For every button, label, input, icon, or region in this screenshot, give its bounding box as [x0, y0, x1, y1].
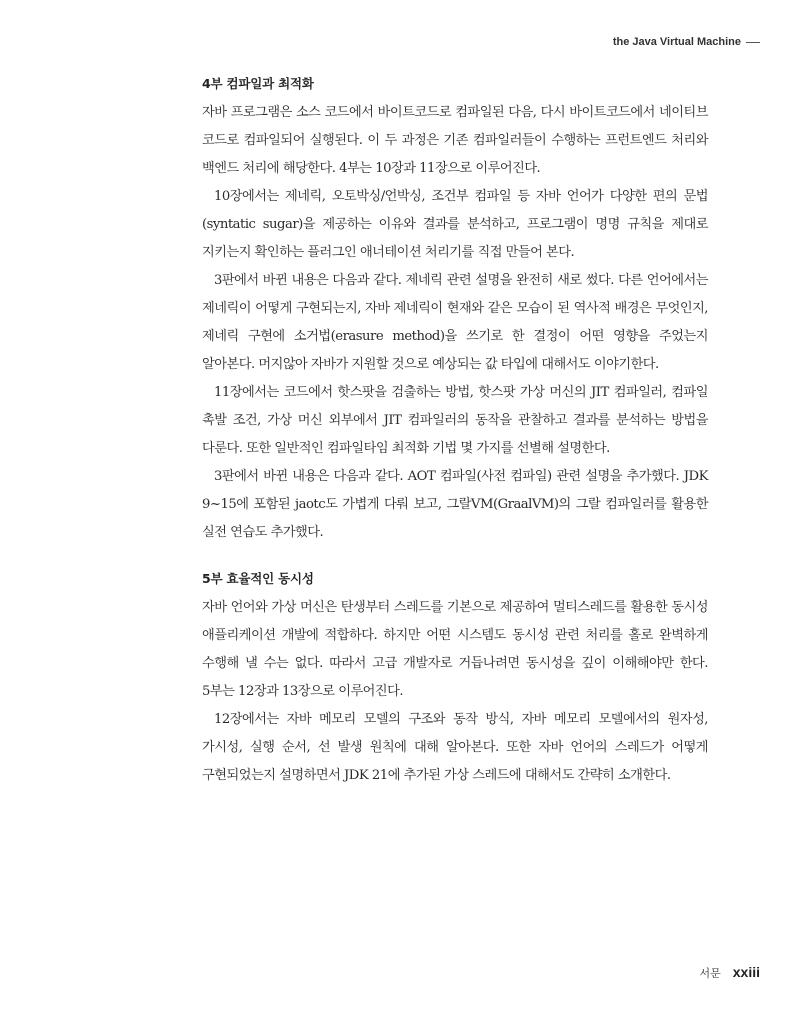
page-number: xxiii — [732, 964, 760, 980]
running-header — [613, 36, 760, 48]
header-rule — [746, 42, 760, 43]
paragraph: 11장에서는 코드에서 핫스팟을 검출하는 방법, 핫스팟 가상 머신의 JIT 컴파일러, 컴파일 촉발 조건, 가상 머신 외부에서 JIT 컴파일러의 동작을 관찰하고 결과를 분석하는 방법을 다룬다. 또한 일반적인 컴파일타임 최적화 기법 몇 가지를 선별해 설명한다. — [202, 385, 708, 456]
section-part-5 — [202, 569, 708, 790]
paragraph: 10장에서는 제네릭, 오토박싱/언박싱, 조건부 컴파일 등 자바 언어가 다양한 편의 문법(syntatic sugar)을 제공하는 이유와 결과를 분석하고, 프로그램이 명명 규칙을 제대로 지키는지 확인하는 플러그인 애너테이션 처리기를 직접 만들어 본다. — [202, 189, 708, 260]
section-part-4 — [202, 74, 708, 547]
footer-label: 서문 — [699, 967, 721, 980]
section-title: 5부 효율적인 동시성 — [202, 571, 314, 586]
paragraph: 3판에서 바뀐 내용은 다음과 같다. AOT 컴파일(사전 컴파일) 관련 설명을 추가했다. JDK 9~15에 포함된 jaotc도 가볍게 다뤄 보고, 그랄VM(GraalVM)의 그랄 컴파일러를 활용한 실전 연습도 추가했다. — [202, 469, 708, 540]
page-footer — [699, 964, 760, 981]
paragraph: 3판에서 바뀐 내용은 다음과 같다. 제네릭 관련 설명을 완전히 새로 썼다. 다른 언어에서는 제네릭이 어떻게 구현되는지, 자바 제네릭이 현재와 같은 모습이 된 역사적 배경은 무엇인지, 제네릭 구현에 소거법(erasure method)을 쓰기로 한 결정이 어떤 영향을 주었는지 알아본다. 머지않아 자바가 지원할 것으로 예상되는 값 타입에 대해서도 이야기한다. — [202, 273, 708, 372]
page-body — [202, 74, 708, 790]
running-title: the Java Virtual Machine — [612, 36, 741, 48]
section-title: 4부 컴파일과 최적화 — [202, 76, 314, 91]
paragraph: 12장에서는 자바 메모리 모델의 구조와 동작 방식, 자바 메모리 모델에서의 원자성, 가시성, 실행 순서, 선 발생 원칙에 대해 알아본다. 또한 자바 언어의 스레드가 어떻게 구현되었는지 설명하면서 JDK 21에 추가된 가상 스레드에 대해서도 간략히 소개한다. — [202, 712, 708, 783]
paragraph: 자바 언어와 가상 머신은 탄생부터 스레드를 기본으로 제공하여 멀티스레드를 활용한 동시성 애플리케이션 개발에 적합하다. 하지만 어떤 시스템도 동시성 관련 처리를 홀로 완벽하게 수행해 낼 수는 없다. 따라서 고급 개발자로 거듭나려면 동시성을 깊이 이해해야만 한다. 5부는 12장과 13장으로 이루어진다. — [202, 600, 708, 699]
paragraph: 자바 프로그램은 소스 코드에서 바이트코드로 컴파일된 다음, 다시 바이트코드에서 네이티브 코드로 컴파일되어 실행된다. 이 두 과정은 기존 컴파일러들이 수행하는 프런트엔드 처리와 백엔드 처리에 해당한다. 4부는 10장과 11장으로 이루어진다. — [202, 105, 708, 176]
